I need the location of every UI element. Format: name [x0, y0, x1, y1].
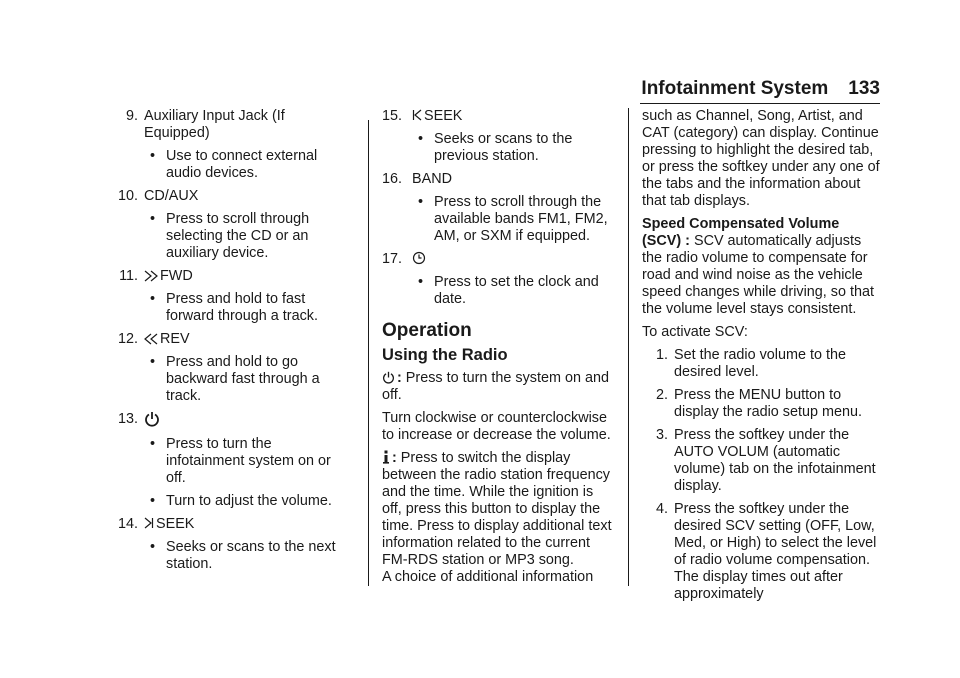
bullet: • Press to scroll through the available bands FM1, FM2, AM, or SXM if equipped.: [418, 194, 608, 244]
list-item-11: 11. FWD: [119, 268, 193, 284]
volume-paragraph: Turn clockwise or counterclockwise to increase or decrease the volume.: [382, 410, 611, 443]
bullet: • Press to set the clock and date.: [418, 274, 599, 307]
power-icon: [144, 411, 160, 430]
step-item: 4. Press the softkey under the desired SCV setting (OFF, Low, Med, or High) to select the level of radio volume compensation. The display times out after approximately: [655, 501, 877, 602]
list-item-16: 16. BAND: [382, 171, 452, 187]
column-divider-left: [368, 120, 369, 586]
continued-paragraph: such as Channel, Song, Artist, and CAT (category) can display. Continue pressing to highlight the desired tab, or press the softkey under any one of the tabs and the information about that tab displays.: [642, 108, 880, 209]
bullet: • Press and hold to go backward fast through a track.: [150, 354, 320, 404]
bullet: • Seeks or scans to the previous station.: [418, 131, 573, 164]
scv-label: Speed Compensated Volume (SCV) :: [642, 216, 840, 249]
page-number: 133: [848, 78, 880, 99]
header-rule: [640, 103, 880, 104]
section-title: Operation: [382, 320, 472, 341]
seek-forward-icon: [144, 516, 154, 533]
list-item-15: 15. SEEK: [382, 108, 463, 124]
bullet: • Use to connect external audio devices.: [150, 148, 318, 181]
power-paragraph: : Press to turn the system on and off.: [382, 370, 609, 403]
bullet: • Press and hold to fast forward through a track.: [150, 291, 318, 324]
bullet: • Press to turn the infotainment system on or off.: [150, 436, 331, 486]
column-divider-right: [628, 108, 629, 586]
column-3: [642, 108, 880, 609]
step-item: 3. Press the softkey under the AUTO VOLUM (automatic volume) tab on the infotainment display.: [655, 427, 876, 494]
list-item-13: 13.: [112, 411, 352, 430]
step-item: 1. Set the radio volume to the desired level.: [655, 347, 846, 380]
bullet: • Turn to adjust the volume.: [150, 493, 332, 509]
step-item: 2. Press the MENU button to display the radio setup menu.: [655, 387, 862, 420]
list-item-14: 14. SEEK: [117, 516, 195, 532]
list-item-10: 10. CD/AUX: [117, 188, 199, 204]
list-item-12: 12. REV: [117, 331, 190, 347]
clock-icon: [412, 251, 426, 268]
activate-label: To activate SCV:: [642, 324, 748, 340]
scv-paragraph: Speed Compensated Volume (SCV) : SCV automatically adjusts the radio volume to compensate for road and wind noise as the vehicle speed changes while driving, so that the volume level stays consistent.: [642, 216, 874, 317]
bullet: • Press to scroll through selecting the CD or an auxiliary device.: [150, 211, 310, 261]
list-item-17: 17.: [382, 251, 614, 268]
fast-forward-icon: [144, 268, 158, 285]
power-icon: [382, 370, 395, 387]
column-2: [382, 108, 614, 592]
info-icon: [382, 450, 390, 467]
column-1: [112, 108, 352, 579]
list-item-9: 9. Auxiliary Input Jack (If Equipped): [125, 108, 285, 141]
choice-paragraph: A choice of additional information: [382, 569, 594, 585]
seek-back-icon: [412, 108, 422, 125]
page-header: [640, 78, 880, 100]
info-paragraph: : Press to switch the display between the radio station frequency and the time. While the ignition is off, press this button to display the time. Press to display additional text information related to the current FM-RDS station or MP3 song.: [382, 450, 612, 568]
bullet: • Seeks or scans to the next station.: [150, 539, 336, 572]
subsection-title: Using the Radio: [382, 346, 508, 364]
rewind-icon: [144, 331, 158, 348]
header-title: Infotainment System: [641, 78, 829, 99]
